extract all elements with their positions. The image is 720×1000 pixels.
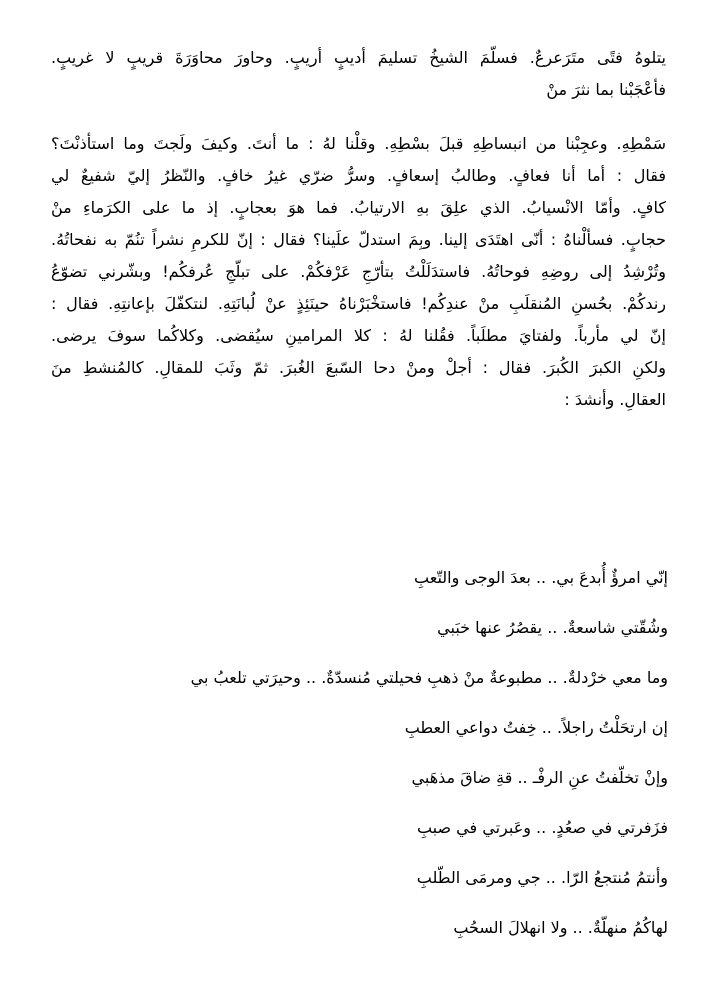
poem-verse-1: إنّي امرؤٌ أُبدعَ بي. .. بعدَ الوجى والتّعبِ	[414, 568, 668, 587]
paragraph-2-line-4: حجابٍ. فسألْناهُ : أنّى اهتَدَى إلينا. وبِمَ استدلّ علَينا؟ فقال : إنّ للكرمِ نشراً تنُمّ به نفحاتُهُ.	[51, 230, 666, 249]
paragraph-gap	[51, 106, 666, 128]
poem-verse-5: وإنْ تخلّفتُ عنِ الرفْـ .. قةِ ضاقَ مذهَبي	[411, 768, 668, 787]
paragraph-2-line-9: العقالِ. وأنشدَ :	[564, 390, 666, 409]
paragraph-2-line-2: فقال : أما أنا فعافٍ. وطالبُ إسعافٍ. وسرُّ ضرّي غيرُ خافٍ. والنّظرُ إليّ شفيعٌ لي	[51, 166, 666, 185]
poem-verse-8: لهاكُمُ منهلّةٌ. .. ولا انهلالَ السحُبِ	[453, 918, 668, 937]
poem-verse-4: إن ارتحَلْتُ راجلاً. .. خِفتُ دواعي العطبِ	[404, 718, 668, 737]
paragraph-2-line-8: ولكنِ الكبرَ الكُبرَ. فقال : أجلْ ومنْ دحا السّبعَ الغُبرَ. ثمّ وثَبَ للمقالِ. كالمُنشطِ منَ	[51, 358, 666, 377]
poem-verse-2: وشُقّتي شاسعةٌ. .. يقصُرُ عنها خبَبي	[437, 618, 668, 637]
paragraph-2-line-3: كافٍ. وأمّا الانْسيابُ. الذي علِقَ بهِ الارتيابُ. فما هوَ بعجابٍ. إذ ما على الكرَماءِ منْ	[51, 198, 666, 217]
poem-verse-6: فزَفرتي في صعُدٍ. .. وعَبرتي في صببِ	[416, 818, 668, 837]
paragraph-2-line-1: سَمْطِهِ. وعجِبْنا من انبساطِهِ قبلَ بسْطِهِ. وقلْنا لهُ : ما أنتَ. وكيفَ ولَجتَ وما استأذنْتَ؟	[51, 134, 666, 153]
paragraph-1-line-1: يتلوهُ فتًى متَرَعرعٌ. فسلّمَ الشيخُ تسليمَ أديبٍ أريبٍ. وحاورَ محاوَرَةَ قريبٍ لا غريبٍ.	[51, 48, 666, 67]
poem-block	[53, 553, 668, 953]
paragraph-2-line-6: رندكُمْ. بحُسنِ المُنقلَبِ منْ عندِكُم! فاستخْبَرْناهُ حينَئِذٍ عنْ لُبانَتِهِ. لنتكفّلَ بإعانتِهِ. فقال :	[51, 294, 666, 313]
paragraph-2-line-5: وتُرْشِدُ إلى روضِهِ فوحاتُهُ. فاستدَلَلْتُ بتأرّجِ عَرْفكُمْ. على تبلّجِ عُرفكُم! وبشّرني تضوّعُ	[51, 262, 666, 281]
poem-verse-3: وما معي خرْدلةٌ. .. مطبوعةٌ منْ ذهبِ فحيلتي مُنسدّةٌ. .. وحيرَتي تلعبُ بي	[190, 668, 668, 687]
prose-block	[51, 42, 666, 416]
poem-verse-7: وأنتمُ مُنتجعُ الرّا. .. جي ومرمَى الطّلبِ	[416, 868, 668, 887]
paragraph-1-line-2: فأعْجَبْنا بما نثرَ منْ	[546, 80, 666, 99]
paragraph-2-line-7: إنّ لي مأرباً. ولفتايَ مطلَباً. فقُلنا لهُ : كلا المرامينِ سيُقضى. وكلاكُما سوفَ يرضى.	[51, 326, 666, 345]
